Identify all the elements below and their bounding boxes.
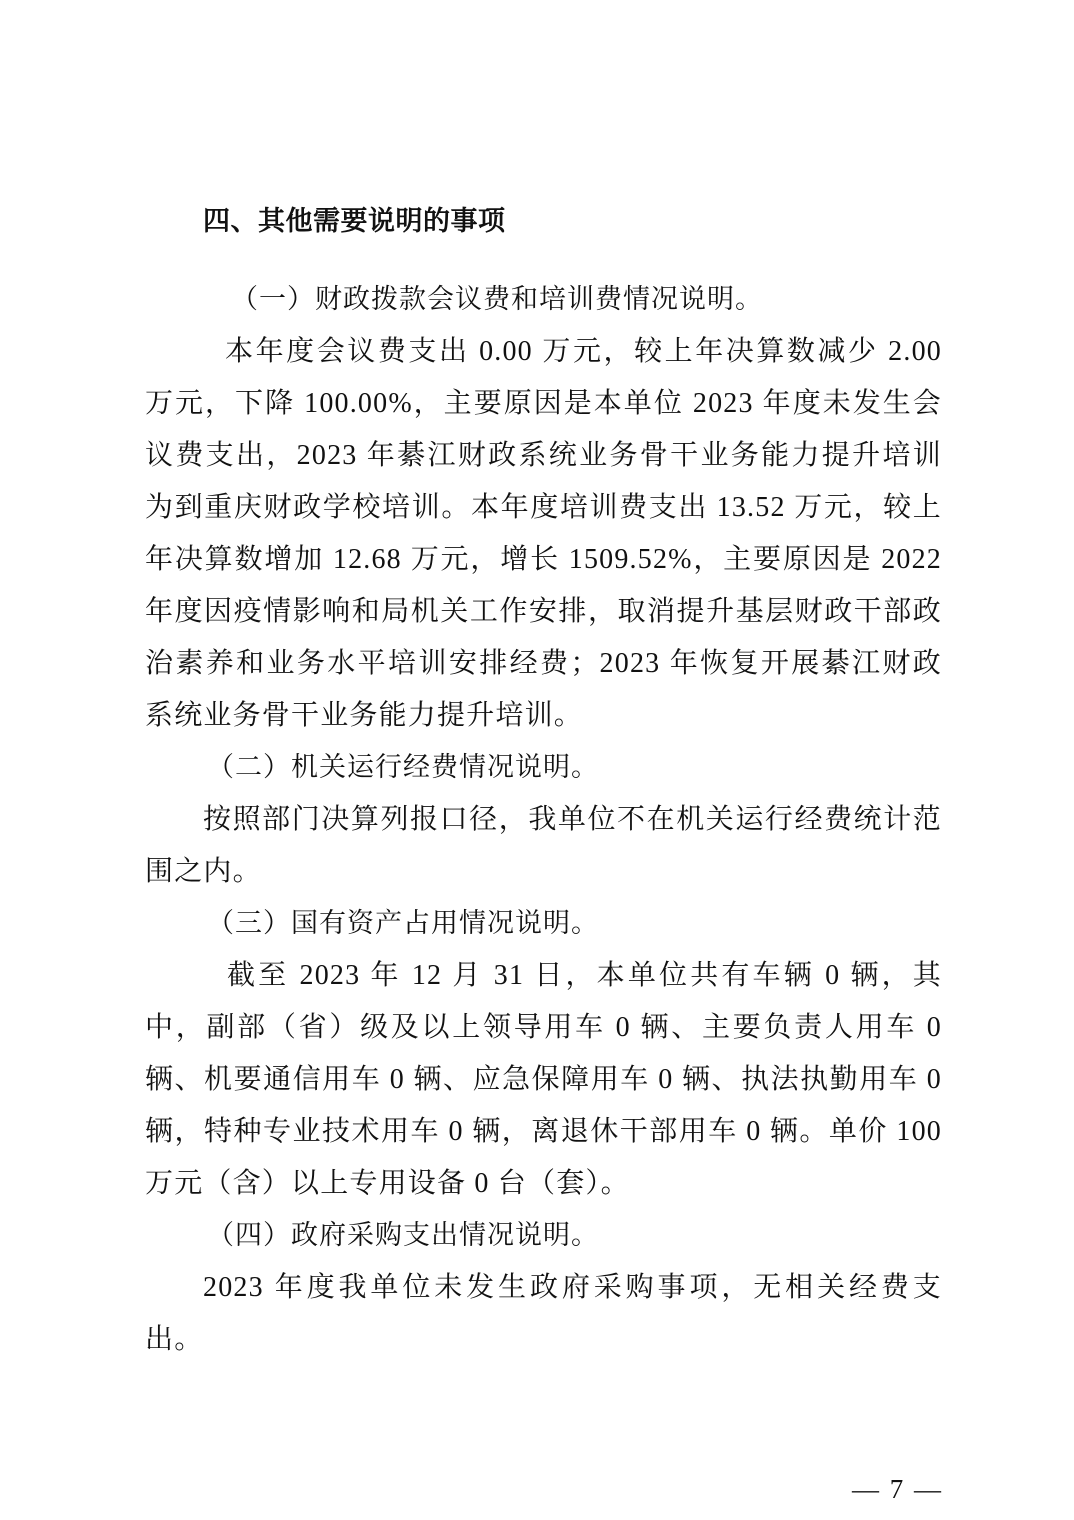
page-number: — 7 —	[852, 1474, 943, 1504]
section-title: 四、其他需要说明的事项	[203, 206, 506, 237]
subsection-meeting-training-fees	[145, 274, 942, 742]
paragraph: 本年度会议费支出 0.00 万元，较上年决算数减少 2.00 万元，下降 100.00%，主要原因是本单位 2023 年度未发生会议费支出，2023 年綦江财政系统业务骨干业务能力提升培训为到重庆财政学校培训。本年度培训费支出 13.52 万元，较上年决算数增加 12.68 万元，增长 1509.52%，主要原因是 2022 年度因疫情影响和局机关工作安排，取消提升基层财政干部政治素养和业务水平培训安排经费；2023 年恢复开展綦江财政系统业务骨干业务能力提升培训。	[145, 336, 942, 731]
paragraph: 2023 年度我单位未发生政府采购事项，无相关经费支出。	[145, 1272, 942, 1355]
document-body	[145, 196, 942, 1366]
subsection-heading: （三）国有资产占用情况说明。	[207, 908, 599, 939]
subsection-government-procurement	[145, 1210, 942, 1366]
paragraph: 按照部门决算列报口径，我单位不在机关运行经费统计范围之内。	[145, 804, 942, 887]
subsection-heading: （一）财政拨款会议费和培训费情况说明。	[231, 284, 763, 315]
subsection-operating-expenses	[145, 742, 942, 898]
subsection-heading: （四）政府采购支出情况说明。	[207, 1220, 599, 1251]
subsection-heading: （二）机关运行经费情况说明。	[207, 752, 599, 783]
subsection-state-assets	[145, 898, 942, 1210]
paragraph: 截至 2023 年 12 月 31 日，本单位共有车辆 0 辆，其中，副部（省）级及以上领导用车 0 辆、主要负责人用车 0 辆、机要通信用车 0 辆、应急保障用车 0 辆、执法执勤用车 0 辆，特种专业技术用车 0 辆，离退休干部用车 0 辆。单价 100 万元（含）以上专用设备 0 台（套）。	[145, 960, 942, 1199]
